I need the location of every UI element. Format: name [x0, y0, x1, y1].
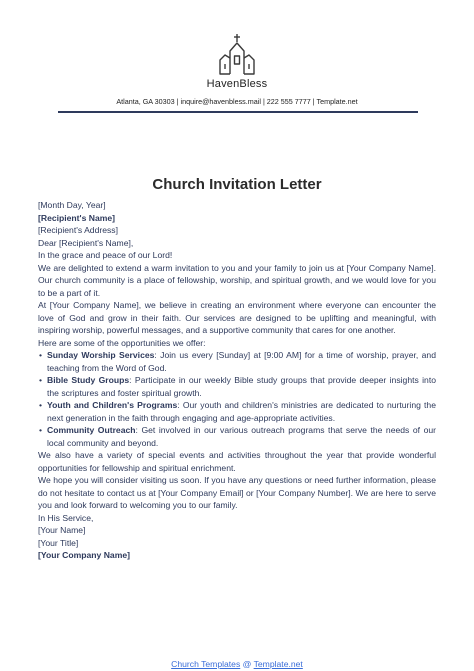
church-logo-icon: [215, 32, 259, 76]
contact-line: Atlanta, GA 30303 | inquire@havenbless.mail | 222 555 7777 | Template.net: [116, 97, 358, 106]
logo-block: [0, 32, 474, 90]
letter-title: Church Invitation Letter: [152, 176, 322, 193]
list-item: [47, 424, 436, 449]
footer-link-church-templates[interactable]: Church Templates: [171, 659, 241, 669]
paragraph-1: We are delighted to extend a warm invitation to you and your family to join us at [Your Company Name]. Our church community is a place of fellowship, worship, and spiritual growth, and we would love for you to be a part of it.: [38, 262, 436, 298]
footer-separator: @: [240, 659, 254, 669]
list-item: [47, 349, 436, 374]
recipient-address: [Recipient's Address]: [38, 225, 118, 235]
opportunity-text: : Participate in our weekly Bible study groups that provide deeper insights into the scriptures and foster spiritual growth.: [47, 375, 436, 398]
sender-name: [Your Name]: [38, 525, 86, 535]
letter-body: [38, 199, 436, 562]
list-item: [47, 399, 436, 424]
list-item: [47, 374, 436, 399]
header-divider: [58, 111, 418, 113]
opportunity-name: Bible Study Groups: [47, 375, 130, 385]
greeting: In the grace and peace of our Lord!: [38, 250, 173, 260]
opportunity-text: : Our youth and children's ministries are dedicated to nurturing the next generation in the faith through engaging and age-appropriate activities.: [47, 400, 436, 423]
footer-link-template-net[interactable]: Template.net: [253, 659, 303, 669]
closing: In His Service,: [38, 512, 94, 523]
opportunities-list: [38, 349, 436, 449]
paragraph-4: We hope you will consider visiting us soon. If you have any questions or need further information, please do not hesitate to contact us at [Your Company Email] or [Your Company Number]. We are here to serve you and look forward to welcoming you to our family.: [38, 475, 436, 510]
recipient-name: [Recipient's Name]: [38, 212, 116, 223]
opportunity-name: Sunday Worship Services: [47, 350, 155, 360]
letter-date: [Month Day, Year]: [38, 200, 106, 210]
sender-company: [Your Company Name]: [38, 550, 130, 560]
opportunity-text: : Join us every [Sunday] at [9:00 AM] for a time of worship, prayer, and teaching from the Word of God.: [47, 350, 436, 373]
footer: [0, 659, 474, 669]
salutation: Dear [Recipient's Name],: [38, 237, 134, 248]
sender-title: [Your Title]: [38, 537, 79, 548]
paragraph-3: We also have a variety of special events and activities throughout the year that provide wonderful opportunities for fellowship and spiritual enrichment.: [38, 450, 436, 473]
opportunities-intro: Here are some of the opportunities we offer:: [38, 337, 206, 348]
opportunity-text: : Get involved in our various outreach programs that serve the needs of our local community and beyond.: [47, 425, 436, 448]
brand-name: HavenBless: [206, 78, 268, 90]
opportunity-name: Youth and Children's Programs: [47, 400, 178, 410]
paragraph-2: At [Your Company Name], we believe in creating an environment where everyone can encounter the love of God and grow in their faith. Our services are designed to be uplifting and meaningful, with inspiring worship, powerful messages, and a supportive community that cares for one another.: [38, 300, 436, 335]
opportunity-name: Community Outreach: [47, 425, 136, 435]
